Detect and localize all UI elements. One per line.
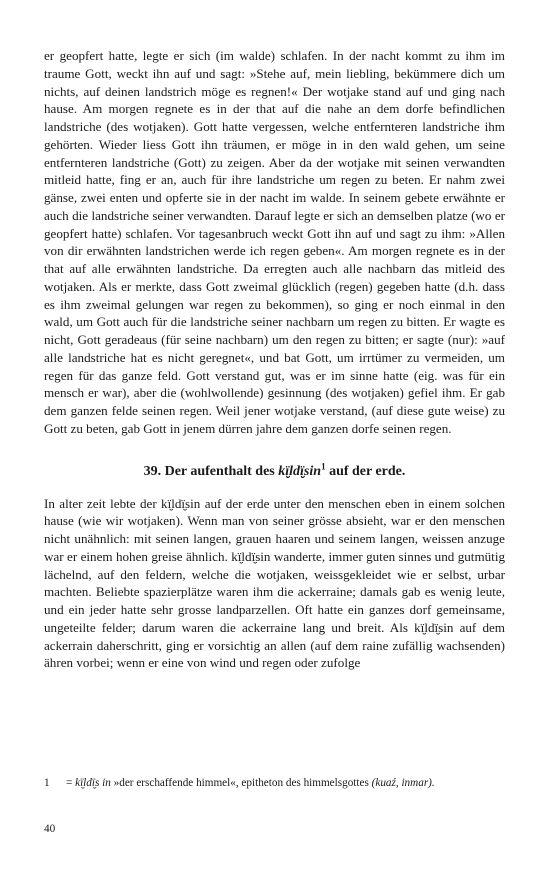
heading-suffix: auf der erde. — [325, 463, 406, 479]
page-body — [44, 47, 505, 672]
section-heading — [44, 462, 505, 482]
paragraph-1: er geopfert hatte, legte er sich (im walde) schlafen. In der nacht kommt zu ihm im traume Gott, weckt ihn auf und sagt: »Stehe auf, mein liebling, bekümmere dich um nichts, auf deinen landstrich möge es regnen!« Der wotjake stand auf und ging nach hause. Am morgen regnete es in der that auf die nahe an dem dorfe befindlichen landstriche (des wotjaken). Gott hatte vergessen, welche entfernteren landstriche ihm gehörten. Wieder liess Gott ihn träumen, er möge in in den wald gehen, um seine entfernteren landstriche (Gott) zu zeigen. Aber da der wotjake mit seinen verwandten mitleid hatte, fing er an, auch für ihre landstriche um regen zu beten. Er nahm zwei gänse, zwei enten und opferte sie in der nacht im walde. In seinem gebete erwähnte er auch die landstriche seiner verwandten. Darauf legte er sich an demselben platze (wo er geopfert hatte) schlafen. Vor tagesanbruch weckt Gott ihn auf und sagt zu ihm: »Allen von dir erwähnten landstrichen werde ich regen geben«. Am morgen regnete es in der that auf alle erwähnten landstriche. Da erregten auch alle nachbarn das mitleid des wotjaken. Als er merkte, dass Gott zweimal glücklich (regen) gegeben hatte (d.h. dass es ihm zweimal gelungen war regen zu bekommen), so ging er noch einmal in den wald, um Gott auch für die landstriche seiner nachbarn um regen zu bitten. Er wagte es nicht, Gott geradeaus (für seine nachbarn) um den regen zu bitten; er sagte (nur): »auf alle landstriche hat es nicht geregnet«, und bat Gott, um irrtümer zu vermeiden, um regen für das ganze feld. Gott verstand gut, was er im sinne hatte (eig. was für ein mensch er war), aber die (wohlwollende) gesinnung (des wotjaken) gefiel ihm. Er gab dem ganzen felde seinen regen. Weil jener wotjake verstand, (auf diese gute weise) zu Gott zu beten, gab Gott in jenem dürren jahre dem ganzen dorfe seinen regen. — [44, 48, 505, 436]
footnote-ref[interactable]: 1 — [321, 460, 326, 471]
footnote — [44, 776, 505, 791]
footnote-body: »der erschaffende himmel«, epitheton des himmelsgottes — [110, 777, 372, 789]
footnote-term: kï̮ldï̮s in — [75, 777, 111, 789]
heading-prefix: 39. Der aufenthalt des — [143, 463, 279, 479]
paragraph-2: In alter zeit lebte der kï̮ldï̮sin auf der erde unter den menschen eben in einem solchen hause (wie wir wotjaken). Wenn man von seiner grösse absieht, war er den menschen nicht unähnlich: mit seinen langen, grauen haaren und seinem langen, weissen anzuge war er einem hohen greise ähnlich. kï̮ldï̮sin wanderte, immer guten sinnes und gutmütig lächelnd, auf den feldern, welche die wotjaken, weissgekleidet wie er selbst, urbar machten. Beliebte spazierplätze waren ihm die ackerraine; damals gab es wenig leute, und ein jeder hatte sehr grosse landparzellen. Oft hatte ein ganzes dorf gemeinsame, ungeteilte felder; darum waren die ackerraine lang und breit. Als kï̮ldï̮sin auf dem ackerrain daherschritt, ging er vorsichtig an allen (auf dem raine zufällig wachsenden) ähren vorbei; wenn er eine von wind und regen oder zufolge — [44, 495, 505, 671]
page-number: 40 — [44, 823, 56, 835]
footnote-source: (kuaź, inmar). — [371, 777, 435, 789]
heading-term: kï̮ldï̮sin — [278, 463, 322, 479]
footnote-number: 1 — [44, 777, 50, 789]
footnote-text: = kï̮ldï̮s in »der erschaffende himmel«, epitheton des himmelsgottes (kuaź, inmar). — [66, 777, 435, 789]
